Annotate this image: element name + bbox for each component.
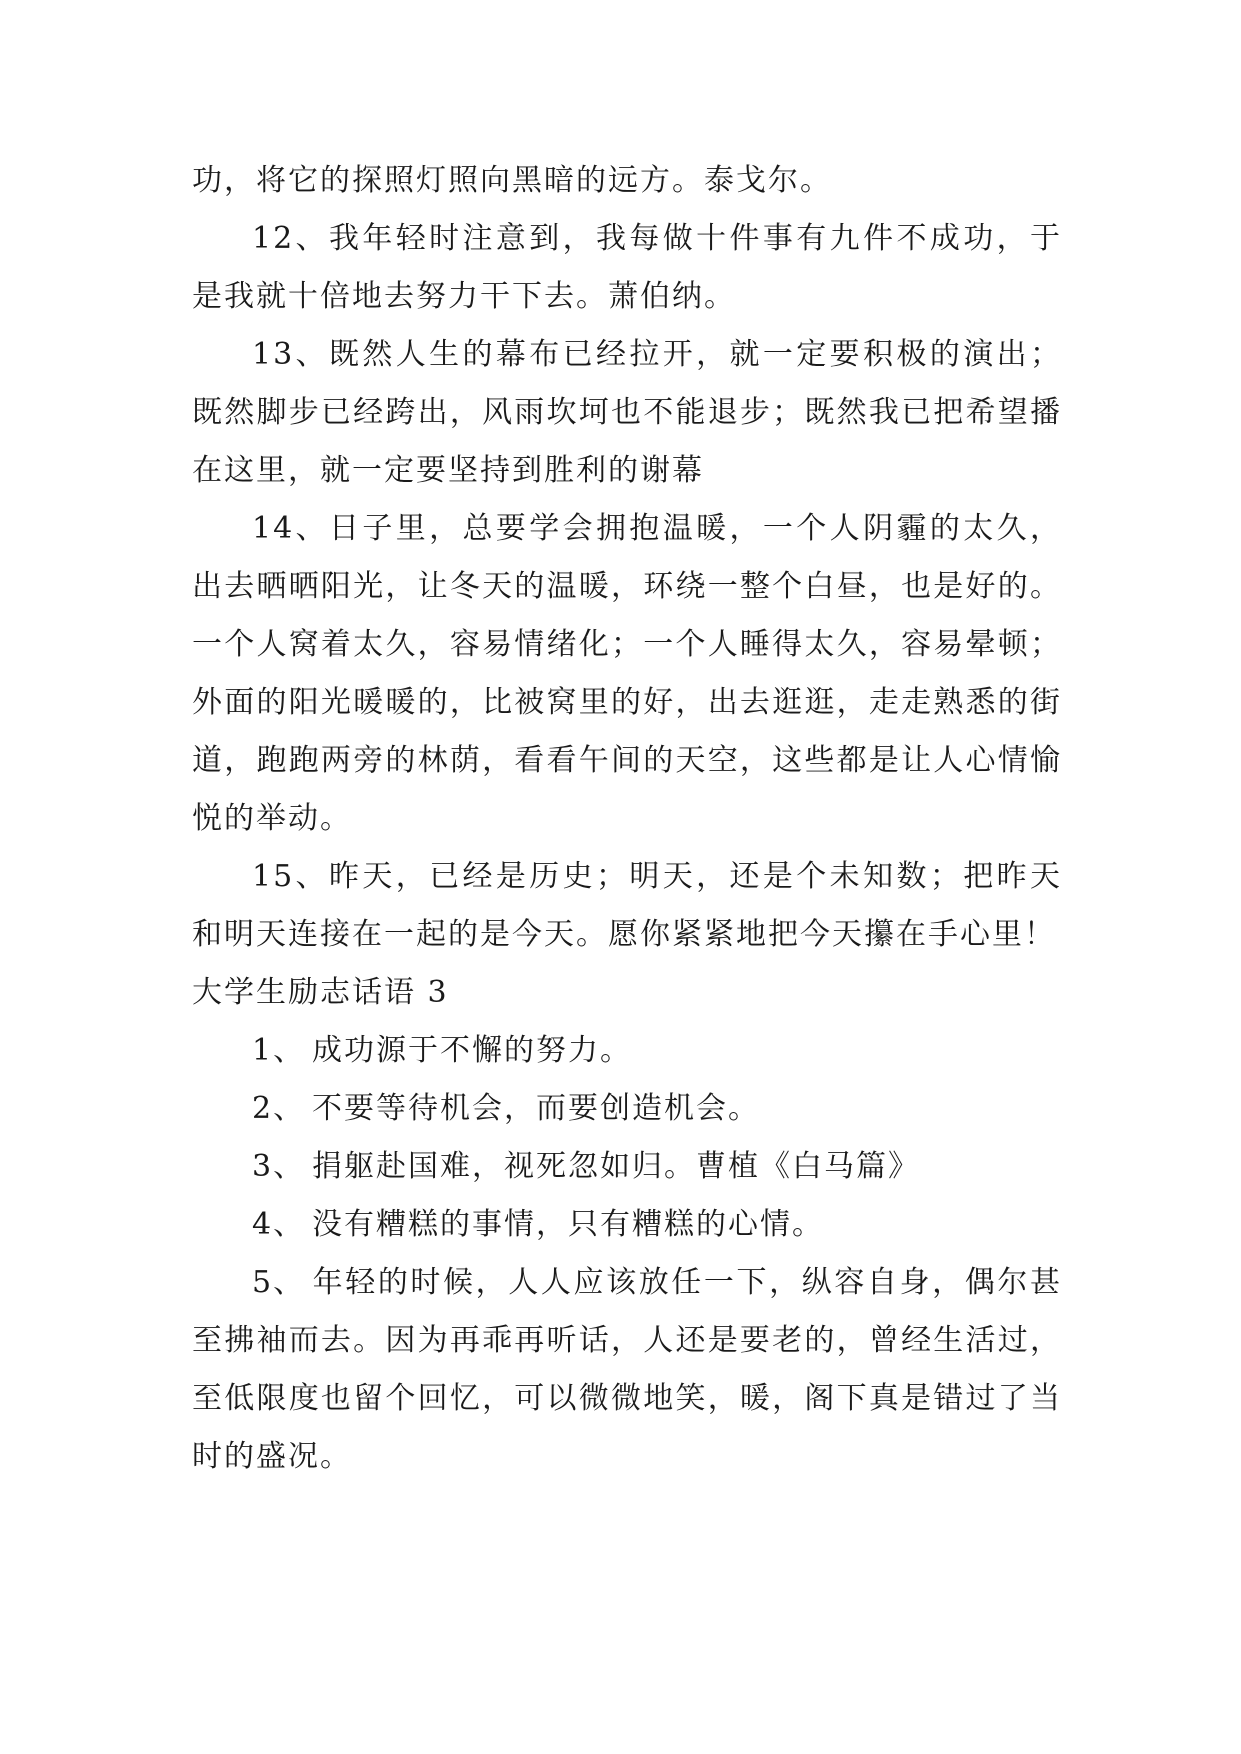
list-item-number: 3、 <box>252 1149 306 1184</box>
paragraph-15: 15、昨天，已经是历史；明天，还是个未知数；把昨天和明天连接在一起的是今天。愿你紧紧地把今天攥在手心里！ <box>192 859 1062 952</box>
list-item-text: 年轻的时候，人人应该放任一下，纵容自身，偶尔甚至拂袖而去。因为再乖再听话，人还是要老的，曾经生活过，至低限度也留个回忆，可以微微地笑，暖，阁下真是错过了当时的盛况。 <box>192 1265 1062 1474</box>
list-item-number: 2、 <box>252 1091 306 1126</box>
paragraph-14: 14、日子里，总要学会拥抱温暖，一个人阴霾的太久，出去晒晒阳光，让冬天的温暖，环绕一整个白昼，也是好的。一个人窝着太久，容易情绪化；一个人睡得太久，容易晕顿；外面的阳光暖暖的，比被窝里的好，出去逛逛，走走熟悉的街道，跑跑两旁的林荫，看看午间的天空，这些都是让人心情愉悦的举动。 <box>192 511 1062 836</box>
list-item-text: 捐躯赴国难，视死忽如归。曹植《白马篇》 <box>312 1149 920 1184</box>
list-item-text: 成功源于不懈的努力。 <box>312 1033 632 1068</box>
document-body <box>192 152 1062 1486</box>
list-item-text: 不要等待机会，而要创造机会。 <box>312 1091 760 1126</box>
list-item-text: 没有糟糕的事情，只有糟糕的心情。 <box>312 1207 824 1242</box>
list-item-number: 5、 <box>252 1265 306 1300</box>
list-item-4 <box>192 1196 1062 1254</box>
paragraph-13: 13、既然人生的幕布已经拉开，就一定要积极的演出；既然脚步已经跨出，风雨坎坷也不能退步；既然我已把希望播在这里，就一定要坚持到胜利的谢幕 <box>192 337 1062 488</box>
list-item-number: 1、 <box>252 1033 306 1068</box>
list-item-1 <box>192 1022 1062 1080</box>
paragraph-continuation: 功，将它的探照灯照向黑暗的远方。泰戈尔。 <box>192 163 832 198</box>
list-item-number: 4、 <box>252 1207 306 1242</box>
list-item-5 <box>192 1254 1062 1486</box>
list-item-2 <box>192 1080 1062 1138</box>
list-item-3 <box>192 1138 1062 1196</box>
section-heading: 大学生励志话语 3 <box>192 975 449 1010</box>
paragraph-12: 12、我年轻时注意到，我每做十件事有九件不成功，于是我就十倍地去努力干下去。萧伯纳。 <box>192 221 1062 314</box>
